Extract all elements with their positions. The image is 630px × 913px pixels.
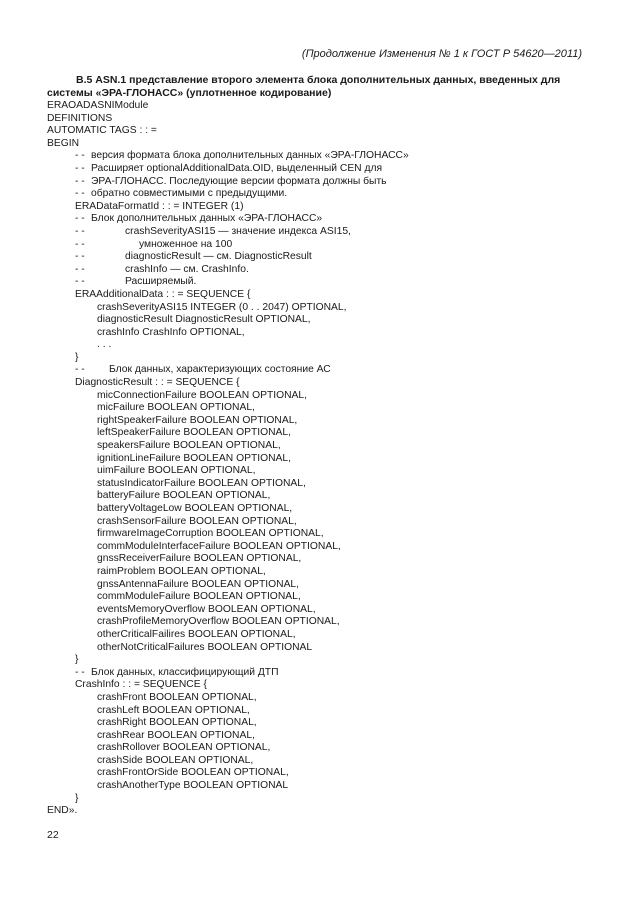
code-line <box>47 692 592 705</box>
code-line <box>47 465 592 478</box>
code-line <box>47 516 592 529</box>
code-line-text: gnssAntennaFailure BOOLEAN OPTIONAL, <box>97 578 300 590</box>
code-line-text: crashFront BOOLEAN OPTIONAL, <box>97 691 257 703</box>
code-line-text: raimProblem BOOLEAN OPTIONAL, <box>97 565 266 577</box>
code-line-text: crashRear BOOLEAN OPTIONAL, <box>97 729 255 741</box>
code-line <box>47 717 592 730</box>
comment-dash: - - <box>75 238 85 250</box>
code-line-text: crashLeft BOOLEAN OPTIONAL, <box>97 704 250 716</box>
code-line-text: DEFINITIONS <box>47 112 113 124</box>
code-line-text: } <box>75 792 79 804</box>
code-line <box>47 503 592 516</box>
code-line-text: ЭРА-ГЛОНАСС. Последующие версии формата должны быть <box>91 175 387 187</box>
code-line <box>47 591 592 604</box>
code-line <box>47 188 592 201</box>
code-line-text: otherNotCriticalFailures BOOLEAN OPTIONAL <box>97 641 313 653</box>
code-line-text: crashSide BOOLEAN OPTIONAL, <box>97 754 254 766</box>
code-line-text: версия формата блока дополнительных данных «ЭРА-ГЛОНАСС» <box>91 150 409 162</box>
code-line <box>47 755 592 768</box>
code-line-text: crashInfo — см. CrashInfo. <box>125 263 249 275</box>
code-line-text: Расширяет optionalAdditionalData.OID, выделенный CEN для <box>91 162 383 174</box>
code-line-text: ignitionLineFailure BOOLEAN OPTIONAL, <box>97 452 292 464</box>
comment-dash: - - <box>75 276 85 288</box>
code-line-text: DiagnosticResult : : = SEQUENCE { <box>75 377 240 389</box>
code-line-text: statusIndicatorFailure BOOLEAN OPTIONAL, <box>97 477 306 489</box>
code-line <box>47 364 592 377</box>
code-line <box>47 138 592 151</box>
code-line-text: otherCriticalFailires BOOLEAN OPTIONAL, <box>97 628 296 640</box>
code-line <box>47 427 592 440</box>
code-line-text: crashFrontOrSide BOOLEAN OPTIONAL, <box>97 767 289 779</box>
section-title-line-2: системы «ЭРА-ГЛОНАСС» (уплотненное кодирование) <box>47 87 332 99</box>
code-line <box>47 440 592 453</box>
code-line <box>47 541 592 554</box>
code-line <box>47 125 592 138</box>
code-line <box>47 415 592 428</box>
code-line <box>47 176 592 189</box>
code-line-text: Блок данных, характеризующих состояние АС <box>109 364 331 376</box>
code-line <box>47 377 592 390</box>
code-line <box>47 264 592 277</box>
code-line-text: diagnosticResult DiagnosticResult OPTIONAL, <box>97 314 311 326</box>
code-line <box>47 805 592 818</box>
code-line <box>47 453 592 466</box>
code-line <box>47 239 592 252</box>
code-line <box>47 579 592 592</box>
code-line-text: Блок дополнительных данных «ЭРА-ГЛОНАСС» <box>91 213 323 225</box>
code-line-text: BEGIN <box>47 137 80 149</box>
code-line-text: Блок данных, классифицирующий ДТП <box>91 666 279 678</box>
page-number: 22 <box>47 829 59 841</box>
section-title <box>47 74 587 100</box>
code-line <box>47 553 592 566</box>
code-line-text: leftSpeakerFailure BOOLEAN OPTIONAL, <box>97 427 291 439</box>
code-line <box>47 742 592 755</box>
code-line-text: rightSpeakerFailure BOOLEAN OPTIONAL, <box>97 414 298 426</box>
code-line-text: eventsMemoryOverflow BOOLEAN OPTIONAL, <box>97 603 316 615</box>
code-line-text: speakersFailure BOOLEAN OPTIONAL, <box>97 440 281 452</box>
comment-dash: - - <box>75 263 85 275</box>
code-line-text: uimFailure BOOLEAN OPTIONAL, <box>97 465 256 477</box>
code-line <box>47 100 592 113</box>
code-line <box>47 654 592 667</box>
code-line <box>47 302 592 315</box>
running-header: (Продолжение Изменения № 1 к ГОСТ Р 54620—2011) <box>301 48 582 60</box>
code-line <box>47 201 592 214</box>
code-line <box>47 327 592 340</box>
code-line <box>47 289 592 302</box>
code-line <box>47 629 592 642</box>
code-line-text: micFailure BOOLEAN OPTIONAL, <box>97 402 255 414</box>
code-line-text: crashSensorFailure BOOLEAN OPTIONAL, <box>97 515 297 527</box>
code-line <box>47 604 592 617</box>
code-line <box>47 616 592 629</box>
code-line <box>47 251 592 264</box>
comment-dash: - - <box>75 175 85 187</box>
code-line-text: crashSeverityASI15 INTEGER (0 . . 2047) OPTIONAL, <box>97 301 347 313</box>
code-line-text: CrashInfo : : = SEQUENCE { <box>75 679 207 691</box>
code-line-text: Расширяемый. <box>125 276 197 288</box>
code-line <box>47 314 592 327</box>
code-line <box>47 642 592 655</box>
code-line <box>47 490 592 503</box>
code-line <box>47 667 592 680</box>
section-title-line-1: В.5 ASN.1 представление второго элемента блока дополнительных данных, введенных для <box>76 74 561 86</box>
code-line-text: crashSeverityASI15 — значение индекса ASI15, <box>125 225 351 237</box>
code-line-text: crashInfo CrashInfo OPTIONAL, <box>97 326 245 338</box>
code-line-text: END». <box>47 805 78 817</box>
code-line-text: ERAAdditionalData : : = SEQUENCE { <box>75 288 251 300</box>
code-line <box>47 352 592 365</box>
code-line-text: crashProfileMemoryOverflow BOOLEAN OPTIONAL, <box>97 616 340 628</box>
code-line <box>47 793 592 806</box>
code-line <box>47 339 592 352</box>
code-line-text: умноженное на 100 <box>139 238 233 250</box>
code-line <box>47 730 592 743</box>
comment-dash: - - <box>75 213 85 225</box>
code-line <box>47 402 592 415</box>
code-line-text: micConnectionFailure BOOLEAN OPTIONAL, <box>97 389 308 401</box>
code-line-text: } <box>75 351 79 363</box>
code-line-text: ERAOADASNIModule <box>47 100 149 111</box>
code-line <box>47 528 592 541</box>
comment-dash: - - <box>75 364 85 376</box>
code-line <box>47 780 592 793</box>
comment-dash: - - <box>75 150 85 162</box>
code-line-text: commModuleInterfaceFailure BOOLEAN OPTIONAL, <box>97 540 341 552</box>
code-line <box>47 566 592 579</box>
code-line <box>47 150 592 163</box>
comment-dash: - - <box>75 188 85 200</box>
comment-dash: - - <box>75 162 85 174</box>
code-line-text: AUTOMATIC TAGS : : = <box>47 125 157 137</box>
code-line-text: crashRight BOOLEAN OPTIONAL, <box>97 717 257 729</box>
code-line-text: crashAnotherType BOOLEAN OPTIONAL <box>97 780 289 792</box>
code-line <box>47 705 592 718</box>
code-line-text: firmwareImageCorruption BOOLEAN OPTIONAL, <box>97 528 324 540</box>
comment-dash: - - <box>75 251 85 263</box>
code-line <box>47 679 592 692</box>
code-line-text: обратно совместимыми с предыдущими. <box>91 188 288 200</box>
code-line-text: . . . <box>97 339 112 351</box>
code-line <box>47 163 592 176</box>
code-line <box>47 390 592 403</box>
code-line <box>47 113 592 126</box>
code-line-text: crashRollover BOOLEAN OPTIONAL, <box>97 742 271 754</box>
code-line-text: diagnosticResult — см. DiagnosticResult <box>125 251 312 263</box>
code-line <box>47 767 592 780</box>
code-line <box>47 276 592 289</box>
code-line-text: ERADataFormatId : : = INTEGER (1) <box>75 200 244 212</box>
comment-dash: - - <box>75 225 85 237</box>
comment-dash: - - <box>75 666 85 678</box>
code-line <box>47 478 592 491</box>
code-line-text: } <box>75 654 79 666</box>
asn1-code-listing <box>47 100 592 818</box>
code-line-text: batteryFailure BOOLEAN OPTIONAL, <box>97 490 271 502</box>
code-line-text: commModuleFailure BOOLEAN OPTIONAL, <box>97 591 301 603</box>
code-line <box>47 226 592 239</box>
code-line-text: batteryVoltageLow BOOLEAN OPTIONAL, <box>97 503 293 514</box>
code-line <box>47 213 592 226</box>
code-line-text: gnssReceiverFailure BOOLEAN OPTIONAL, <box>97 553 302 565</box>
